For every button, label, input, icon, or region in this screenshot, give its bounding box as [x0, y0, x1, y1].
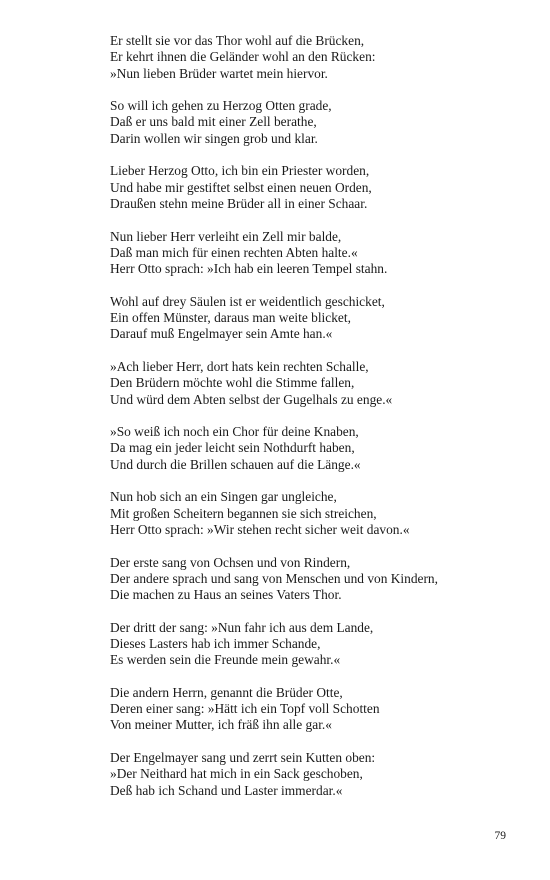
verse-line: Dieses Lasters hab ich immer Schande, — [110, 635, 321, 651]
verse-line: »Nun lieben Brüder wartet mein hiervor. — [110, 65, 328, 81]
verse-line: Ein offen Münster, daraus man weite blicket, — [110, 310, 351, 326]
stanza-5 — [110, 294, 540, 343]
verse-line: Der Engelmayer sang und zerrt sein Kutten oben: — [110, 750, 376, 766]
stanza-6 — [110, 359, 540, 408]
verse-line: »So weiß ich noch ein Chor für deine Knaben, — [110, 424, 359, 440]
verse-line: Und würd dem Abten selbst der Gugelhals zu enge.« — [110, 391, 393, 407]
stanza-3 — [110, 163, 540, 212]
verse-line: Der erste sang von Ochsen und von Rindern, — [110, 554, 351, 570]
stanza-2 — [110, 98, 540, 147]
verse-line: Und durch die Brillen schauen auf die Länge.« — [110, 456, 361, 472]
verse-line: So will ich gehen zu Herzog Otten grade, — [110, 98, 332, 114]
poem-text — [110, 33, 540, 799]
stanza-10 — [110, 620, 540, 669]
verse-line: Lieber Herzog Otto, ich bin ein Priester worden, — [110, 163, 370, 179]
verse-line: Nun hob sich an ein Singen gar ungleiche, — [110, 489, 337, 505]
verse-line: Mit großen Scheitern begannen sie sich streichen, — [110, 505, 377, 521]
verse-line: Herr Otto sprach: »Ich hab ein leeren Tempel stahn. — [110, 261, 388, 277]
verse-line: Der dritt der sang: »Nun fahr ich aus dem Lande, — [110, 619, 374, 635]
verse-line: Von meiner Mutter, ich fräß ihn alle gar.« — [110, 717, 332, 733]
verse-line: Den Brüdern möchte wohl die Stimme fallen, — [110, 375, 355, 391]
stanza-8 — [110, 489, 540, 538]
stanza-11 — [110, 685, 540, 734]
verse-line: Es werden sein die Freunde mein gewahr.« — [110, 652, 341, 668]
verse-line: Der andere sprach und sang von Menschen und von Kindern, — [110, 570, 438, 586]
stanza-9 — [110, 555, 540, 604]
verse-line: Die machen zu Haus an seines Vaters Thor. — [110, 587, 342, 603]
stanza-1 — [110, 33, 540, 82]
verse-line: Deren einer sang: »Hätt ich ein Topf voll Schotten — [110, 701, 380, 717]
verse-line: »Der Neithard hat mich in ein Sack geschoben, — [110, 766, 363, 782]
verse-line: Wohl auf drey Säulen ist er weidentlich geschicket, — [110, 293, 385, 309]
verse-line: Da mag ein jeder leicht sein Nothdurft haben, — [110, 440, 355, 456]
verse-line: Herr Otto sprach: »Wir stehen recht sicher weit davon.« — [110, 521, 410, 537]
verse-line: Draußen stehn meine Brüder all in einer Schaar. — [110, 195, 368, 211]
stanza-12 — [110, 750, 540, 799]
stanza-4 — [110, 229, 540, 278]
verse-line: Deß hab ich Schand und Laster immerdar.« — [110, 782, 343, 798]
verse-line: Daß man mich für einen rechten Abten halte.« — [110, 244, 358, 260]
verse-line: Darin wollen wir singen grob und klar. — [110, 130, 318, 146]
verse-line: Nun lieber Herr verleiht ein Zell mir balde, — [110, 228, 342, 244]
page-number: 79 — [494, 830, 506, 842]
verse-line: Und habe mir gestiftet selbst einen neuen Orden, — [110, 179, 372, 195]
verse-line: Darauf muß Engelmayer sein Amte han.« — [110, 326, 333, 342]
verse-line: Er kehrt ihnen die Geländer wohl an den Rücken: — [110, 49, 376, 65]
verse-line: »Ach lieber Herr, dort hats kein rechten Schalle, — [110, 358, 369, 374]
verse-line: Daß er uns bald mit einer Zell berathe, — [110, 114, 317, 130]
verse-line: Er stellt sie vor das Thor wohl auf die Brücken, — [110, 33, 365, 48]
verse-line: Die andern Herrn, genannt die Brüder Otte, — [110, 684, 343, 700]
stanza-7 — [110, 424, 540, 473]
